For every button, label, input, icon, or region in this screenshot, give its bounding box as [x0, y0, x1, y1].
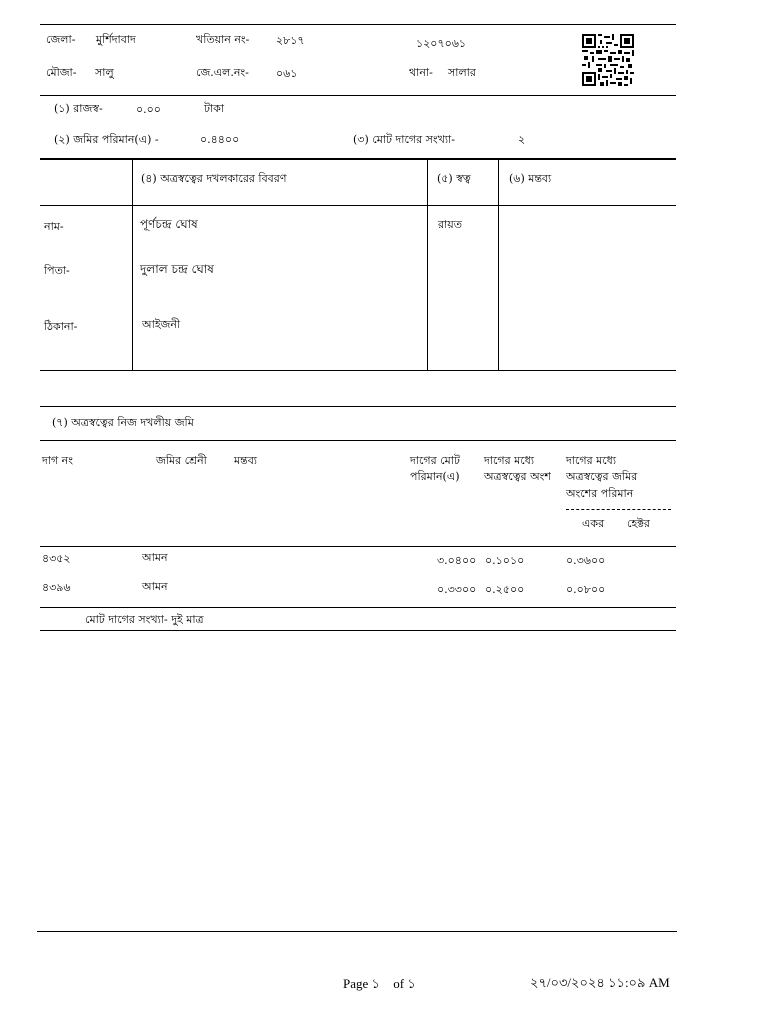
land-class-header: জমির শ্রেনী	[156, 454, 207, 467]
right-header: (৫) স্বত্ব	[437, 172, 471, 185]
page-number: ১	[371, 976, 380, 991]
khatian-label: খতিয়ান নং-	[196, 33, 250, 46]
ownership-right-value: রায়ত	[438, 218, 462, 231]
share: ০.২৫০০	[485, 583, 525, 596]
land-section-title: (৭) অত্রস্বত্বের নিজ দখলীয় জমি	[52, 416, 194, 429]
revenue-value: ০.০০	[136, 103, 161, 116]
owner-name-value: পূর্ণচন্দ্র ঘোষ	[140, 217, 198, 231]
header-rule	[40, 95, 676, 96]
address-value: আইজনী	[142, 318, 181, 331]
land-area-label: (২) জমির পরিমান(এ) -	[54, 133, 159, 146]
page-indicator	[343, 975, 416, 996]
owner-table-divider	[427, 159, 428, 371]
owner-table-header-rule	[40, 205, 676, 206]
land-area-value: ০.৪৪০০	[200, 133, 240, 146]
total-plots-text: মোট দাগের সংখ্যা- দুই মাত্র	[85, 613, 204, 626]
plot-number: ৪৩৫২	[42, 552, 71, 565]
hectare-unit-label: হেক্টর	[627, 517, 650, 530]
total-area: ০.৩৩০০	[437, 583, 477, 596]
plot-count-value: ২	[518, 133, 526, 146]
thana-value: সালার	[448, 66, 476, 79]
owner-table-divider	[498, 159, 499, 371]
portion-header: দাগের মধ্যে	[566, 454, 617, 467]
print-timestamp: ২৭/০৩/২০২৪ ১১:০৯ AM	[530, 975, 670, 990]
district-label: জেলা-	[46, 33, 76, 46]
plot-count-label: (৩) মোট দাগের সংখ্যা-	[353, 133, 455, 146]
total-area-header-line2: পরিমান(এ)	[410, 470, 460, 483]
share-header-line2: অত্রস্বত্বের অংশ	[484, 470, 551, 483]
land-table-header-rule	[40, 546, 676, 547]
reference-number: ১২০৭০৬১	[416, 37, 467, 50]
portion-header-line3: অংশের পরিমান	[566, 487, 634, 500]
father-value: দুলাল চন্দ্র ঘোষ	[140, 262, 214, 276]
share-header: দাগের মধ্যে	[484, 454, 535, 467]
khatian-value: ২৮১৭	[276, 34, 305, 47]
owner-details-header: (৪) অত্রস্বত্বের দখলকারের বিবরণ	[141, 172, 287, 185]
owner-table-divider	[132, 159, 133, 371]
jl-value: ০৬১	[276, 67, 298, 80]
owner-table-bottom-rule	[40, 370, 676, 371]
land-table-end-rule	[40, 630, 676, 631]
land-table-bottom-rule	[40, 607, 676, 608]
portion-acre: ০.০৮০০	[566, 583, 606, 596]
father-label: পিতা-	[44, 264, 70, 277]
plot-no-header: দাগ নং	[42, 454, 73, 467]
page-total: ১	[407, 976, 416, 991]
district-value: মুর্শিদাবাদ	[96, 33, 136, 46]
footer-rule	[37, 931, 677, 932]
top-rule	[40, 24, 676, 25]
thana-label: থানা-	[409, 66, 433, 79]
page-label: Page	[343, 976, 369, 991]
share: ০.১০১০	[485, 554, 525, 567]
land-section-title-rule	[40, 440, 676, 441]
land-section-top-rule	[40, 406, 676, 407]
address-label: ঠিকানা-	[44, 320, 78, 333]
remarks-col-header: মন্তব্য	[234, 454, 258, 467]
total-area-header: দাগের মোট	[410, 454, 460, 467]
jl-label: জে.এল.নং-	[196, 66, 249, 79]
land-class: আমন	[142, 580, 168, 593]
mouza-label: মৌজা-	[46, 66, 77, 79]
owner-name-label: নাম-	[44, 220, 64, 233]
remarks-header: (৬) মন্তব্য	[509, 172, 552, 185]
revenue-label: (১) রাজস্ব-	[54, 102, 103, 115]
portion-header-line2: অত্রস্বত্বের জমির	[566, 470, 638, 483]
unit-separator	[566, 509, 671, 510]
revenue-unit: টাকা	[204, 102, 225, 115]
qr-code-icon	[582, 34, 634, 86]
total-area: ৩.০৪০০	[437, 554, 477, 567]
owner-table-top-rule	[40, 158, 676, 160]
mouza-value: সালু	[95, 66, 114, 79]
land-class: আমন	[142, 551, 168, 564]
plot-number: ৪৩৯৬	[42, 581, 71, 594]
portion-acre: ০.৩৬০০	[566, 554, 606, 567]
acre-unit-label: একর	[582, 517, 605, 530]
of-label: of	[393, 976, 405, 991]
